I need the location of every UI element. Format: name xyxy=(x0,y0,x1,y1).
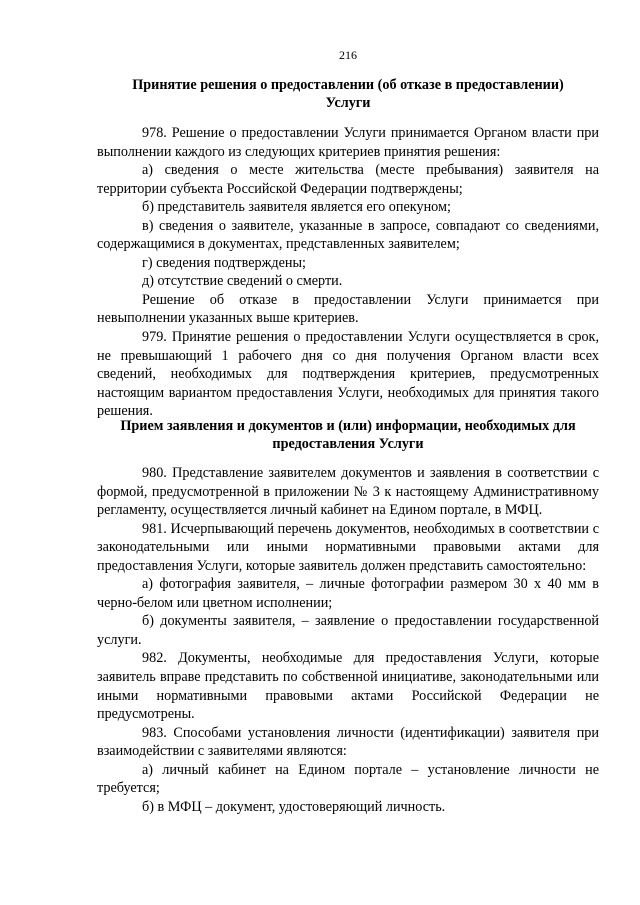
list-item-g: г) сведения подтверждены; xyxy=(142,254,306,271)
section-decision-body xyxy=(97,124,599,421)
list-item-a: а) личный кабинет на Едином портале – установление личности не требуется; xyxy=(97,761,599,797)
paragraph-982: 982. Документы, необходимые для предоставления Услуги, которые заявитель вправе представить по собственной инициативе, законодательными или иными нормативными правовыми актами Российской Федерации не предусмотрены. xyxy=(97,650,599,723)
paragraph-981: 981. Исчерпывающий перечень документов, необходимых в соответствии с законодательными или иными нормативными правовыми актами для предоставления Услуги, которые заявитель должен представить самостоятельно: xyxy=(97,520,599,574)
section-heading-decision xyxy=(97,76,599,112)
heading-line: Принятие решения о предоставлении (об отказе в предоставлении) xyxy=(132,77,564,93)
list-item-a: а) сведения о месте жительства (месте пребывания) заявителя на территории субъекта Российской Федерации подтверждены; xyxy=(97,162,599,197)
list-item-d: д) отсутствие сведений о смерти. xyxy=(142,273,343,290)
list-item-b: б) документы заявителя, – заявление о предоставлении государственной услуги. xyxy=(97,613,599,648)
page-number: 216 xyxy=(339,48,357,62)
paragraph-refusal: Решение об отказе в предоставлении Услуги принимается при невыполнении указанных выше критериев. xyxy=(97,291,599,327)
list-item-a: а) фотография заявителя, – личные фотографии размером 30 х 40 мм в черно-белом или цветном исполнении; xyxy=(97,576,599,611)
list-item-b: б) в МФЦ – документ, удостоверяющий личность. xyxy=(142,798,446,815)
paragraph-983: 983. Способами установления личности (идентификации) заявителя при взаимодействии с заявителями являются: xyxy=(97,724,599,760)
list-item-b: б) представитель заявителя является его опекуном; xyxy=(142,199,451,216)
paragraph-978: 978. Решение о предоставлении Услуги принимается Органом власти при выполнении каждого из следующих критериев принятия решения: xyxy=(97,125,599,160)
heading-line: Услуги xyxy=(325,95,371,111)
paragraph-980: 980. Представление заявителем документов и заявления в соответствии с формой, предусмотренной в приложении № 3 к настоящему Административному регламенту, осуществляется личный кабинет на Едином портале, в МФЦ. xyxy=(97,465,599,519)
paragraph-979: 979. Принятие решения о предоставлении Услуги осуществляется в срок, не превышающий 1 рабочего дня со дня получения Органом власти всех сведений, необходимых для подтверждения критериев, предусмотренных настоящим вариантом предоставления Услуги, необходимых для принятия такого решения. xyxy=(97,329,599,420)
heading-line: предоставления Услуги xyxy=(272,436,424,452)
section-heading-application xyxy=(97,417,599,453)
heading-line: Прием заявления и документов и (или) информации, необходимых для xyxy=(120,418,576,434)
section-application-body xyxy=(97,464,599,816)
list-item-v: в) сведения о заявителе, указанные в запросе, совпадают со сведениями, содержащимися в документах, представленных заявителем; xyxy=(97,217,599,253)
